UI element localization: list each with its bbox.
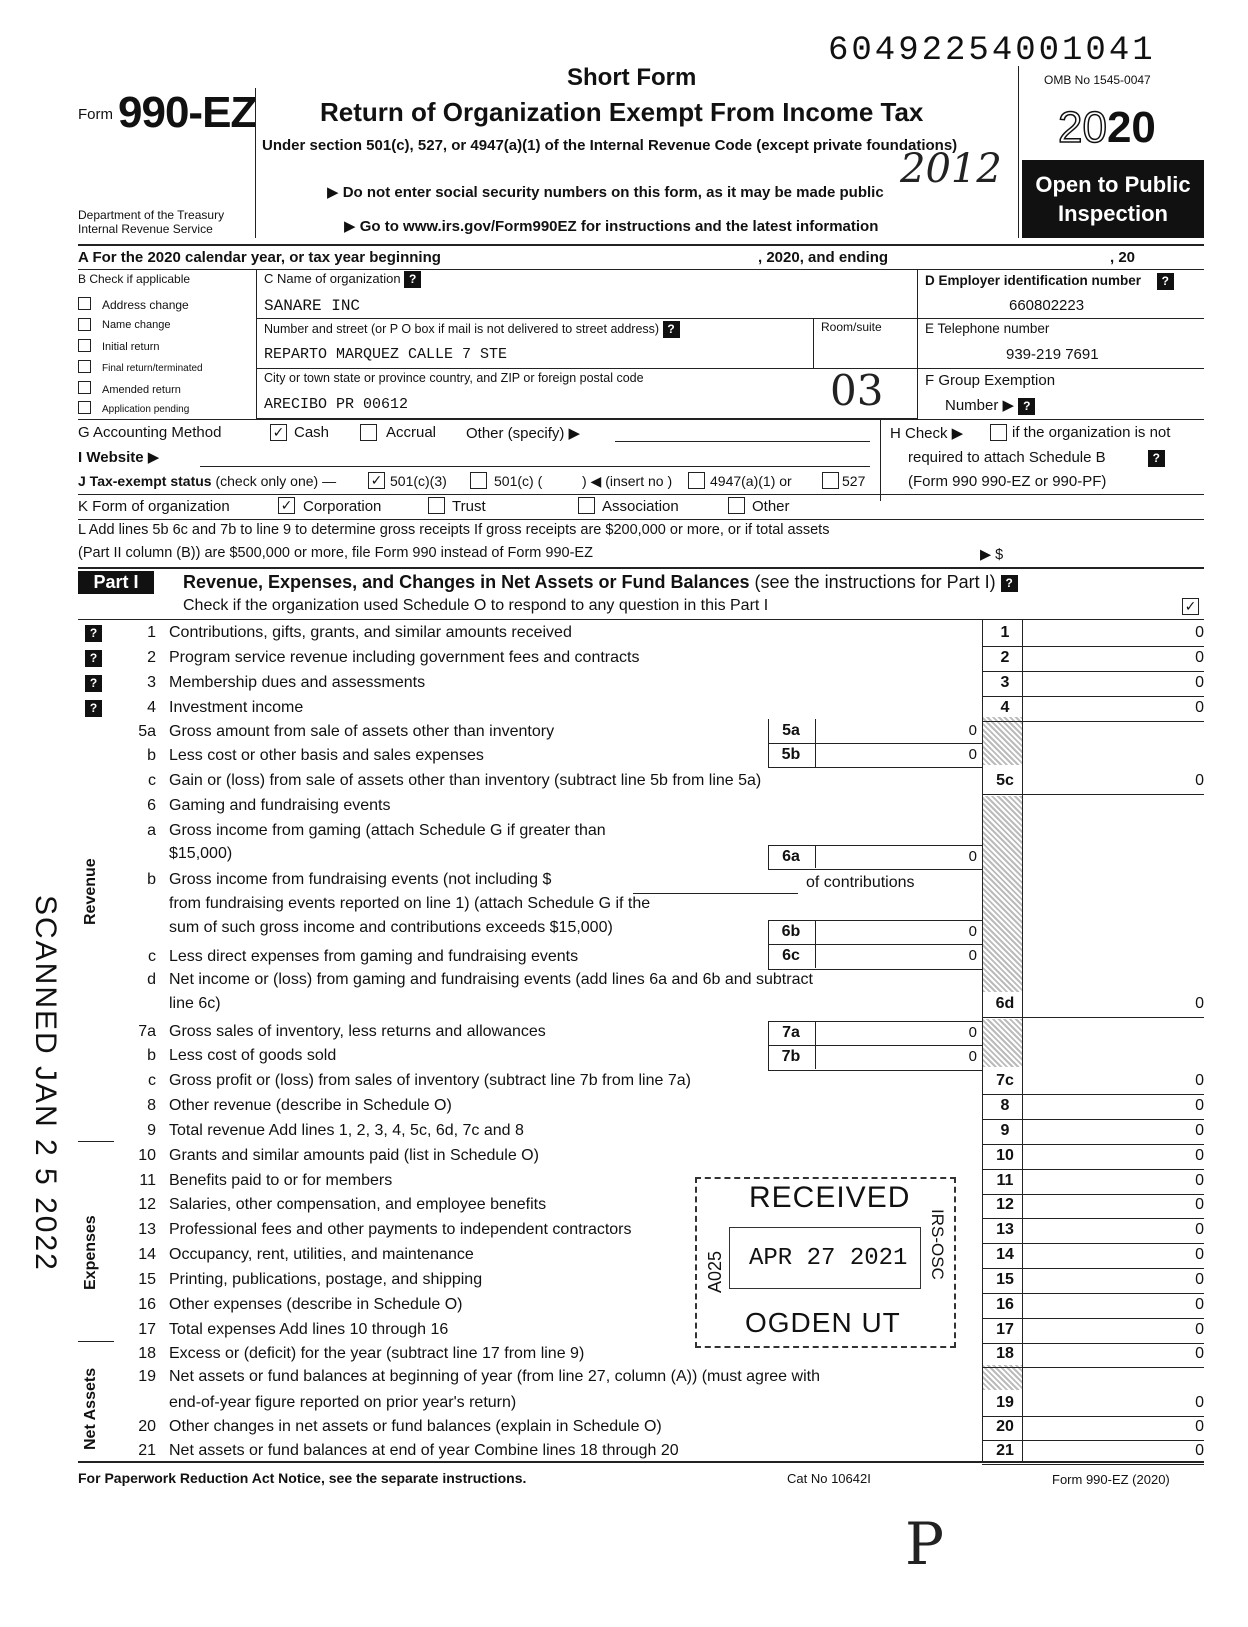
address-change-checkbox[interactable] <box>78 297 91 310</box>
line-number: 7a <box>138 1023 156 1040</box>
line-description: Other revenue (describe in Schedule O) <box>169 1097 452 1114</box>
line-amount[interactable]: 0 <box>1195 1147 1204 1164</box>
line-amount[interactable]: 0 <box>1195 995 1204 1012</box>
phone-value: 939-219 7691 <box>1006 346 1099 363</box>
line-box-label: 3 <box>1000 674 1010 691</box>
cash-label: Cash <box>294 424 330 441</box>
line-description: Net income or (loss) from gaming and fundraising events (add lines 6a and 6b and subtract <box>169 971 813 988</box>
phone-label: E Telephone number <box>925 321 1050 336</box>
line-number: 12 <box>138 1196 156 1213</box>
line-6c-label: 6c <box>782 947 800 964</box>
line-description: Total expenses Add lines 10 through 16 <box>169 1321 449 1338</box>
line-5a-label: 5a <box>782 722 800 739</box>
line-description: Gaming and fundraising events <box>169 797 391 814</box>
line-l-2: (Part II column (B)) are $500,000 or more, file Form 990 instead of Form 990-EZ <box>78 545 593 561</box>
part-i-line <box>0 1145 1248 1169</box>
street-label: Number and street (or P O box if mail is not delivered to street address) ? <box>264 321 680 338</box>
line-description: Gain or (loss) from sale of assets other than inventory (subtract line 5b from line 5a) <box>169 772 762 789</box>
stamp-received: RECEIVED <box>749 1181 911 1214</box>
part-i-line <box>0 1244 1248 1268</box>
group-exemption-label: F Group Exemption <box>925 372 1056 389</box>
line-number: b <box>147 871 156 888</box>
line-description: sum of such gross income and contributions exceeds $15,000) <box>169 919 613 936</box>
part-i-line <box>0 1045 1248 1069</box>
line-description: Other expenses (describe in Schedule O) <box>169 1296 463 1313</box>
name-change-label: Name change <box>102 319 171 331</box>
501c3-checkbox[interactable]: ✓ <box>368 472 385 489</box>
part-i-line <box>0 1194 1248 1218</box>
line-amount[interactable]: 0 <box>1195 1097 1204 1114</box>
line-amount[interactable]: 0 <box>1195 1394 1204 1411</box>
final-return-checkbox[interactable] <box>78 360 91 373</box>
street-value: REPARTO MARQUEZ CALLE 7 STE <box>264 346 508 363</box>
ssn-note: ▶ Do not enter social security numbers on this form, as it may be made public <box>327 184 884 201</box>
line-description: Membership dues and assessments <box>169 674 426 691</box>
other-method-label: Other (specify) ▶ <box>466 425 581 442</box>
line-description: Gross amount from sale of assets other than inventory <box>169 723 555 740</box>
line-number: 15 <box>138 1271 156 1288</box>
line-amount[interactable]: 0 <box>1195 624 1204 641</box>
line-box-label: 19 <box>996 1394 1014 1411</box>
line-number: 16 <box>138 1296 156 1313</box>
tax-status-label: J Tax-exempt status (check only one) — <box>78 473 337 489</box>
scanned-stamp: SCANNED JAN 2 5 2022 <box>29 895 62 1272</box>
room-suite-label: Room/suite <box>821 320 882 334</box>
schedule-o-note: Check if the organization used Schedule O to respond to any question in this Part I <box>183 597 769 614</box>
line-6b-label: 6b <box>781 923 801 940</box>
contributions-field[interactable] <box>633 892 798 894</box>
schedule-b-checkbox[interactable] <box>990 424 1007 441</box>
line-a-end: , 20 <box>1110 249 1136 266</box>
line-box-label: 11 <box>996 1172 1014 1189</box>
line-number: b <box>147 747 156 764</box>
address-change-label: Address change <box>102 298 189 312</box>
line-description: Net assets or fund balances at beginning of year (from line 27, column (A)) (must agree with <box>169 1368 820 1385</box>
corporation-checkbox[interactable]: ✓ <box>278 497 295 514</box>
line-number: d <box>147 971 156 988</box>
line-box-label: 18 <box>996 1345 1014 1362</box>
part-i-line <box>0 1120 1248 1144</box>
help-icon[interactable]: ? <box>1148 450 1165 467</box>
trust-label: Trust <box>452 498 486 515</box>
line-amount[interactable]: 0 <box>1195 1296 1204 1313</box>
line-number: c <box>148 948 156 965</box>
line-description: Gross income from fundraising events (not including $ <box>169 871 552 888</box>
line-box-label: 17 <box>996 1321 1014 1338</box>
code-note: 03 <box>830 366 884 415</box>
part-i-tag: Part I <box>78 571 154 594</box>
other-org-checkbox[interactable] <box>728 497 745 514</box>
form-title: Return of Organization Exempt From Income Tax <box>320 97 924 127</box>
help-icon[interactable]: ? <box>404 271 421 288</box>
line-description: Salaries, other compensation, and employee benefits <box>169 1196 547 1213</box>
part-i-line <box>0 770 1248 794</box>
line-a: A For the 2020 calendar year, or tax year beginning <box>78 249 441 266</box>
part-i-line <box>0 1392 1248 1416</box>
open-to-public: Open to Public Inspection <box>1022 160 1204 238</box>
line-number: 3 <box>147 674 156 691</box>
initial-return-checkbox[interactable] <box>78 339 91 352</box>
line-number: 19 <box>138 1368 156 1385</box>
help-icon[interactable]: ? <box>1018 398 1035 415</box>
ein-label: D Employer identification number ? <box>925 273 1174 290</box>
line-description: Program service revenue including government fees and contracts <box>169 649 640 666</box>
form-number: 990-EZ <box>118 88 257 137</box>
line-number: 9 <box>147 1122 156 1139</box>
line-box-label: 13 <box>996 1221 1014 1238</box>
line-description: Occupancy, rent, utilities, and maintenance <box>169 1246 474 1263</box>
line-7b-label: 7b <box>781 1048 801 1065</box>
cash-checkbox[interactable]: ✓ <box>270 424 287 441</box>
line-number: 11 <box>139 1172 156 1189</box>
line-description: $15,000) <box>169 845 233 862</box>
line-amount[interactable]: 0 <box>1195 674 1204 691</box>
form-footer: Form 990-EZ (2020) <box>1052 1472 1170 1487</box>
org-name-value: SANARE INC <box>264 297 361 315</box>
irs-name: Internal Revenue Service <box>78 222 213 236</box>
stamp-date: APR 27 2021 <box>749 1245 908 1272</box>
part-i-line <box>0 869 1248 893</box>
line-description: Investment income <box>169 699 304 716</box>
line-box-label: 5c <box>996 772 1014 789</box>
help-icon[interactable]: ? <box>85 700 102 717</box>
line-box-label: 20 <box>996 1418 1014 1435</box>
final-return-label: Final return/terminated <box>102 363 203 374</box>
received-stamp <box>695 1177 956 1348</box>
line-description: Less direct expenses from gaming and fundraising events <box>169 948 579 965</box>
initial-return-label: Initial return <box>102 341 160 353</box>
line-number: 1 <box>147 624 156 641</box>
line-number: 4 <box>147 699 156 716</box>
other-org-label: Other <box>752 498 790 515</box>
line-amount[interactable]: 0 <box>1195 649 1204 666</box>
line-amount[interactable]: 0 <box>1195 1196 1204 1213</box>
part-i-line <box>0 622 1248 646</box>
part-i-line <box>0 1294 1248 1318</box>
line-description: Net assets or fund balances at end of year Combine lines 18 through 20 <box>169 1442 679 1459</box>
line-description: Contributions, gifts, grants, and similar amounts received <box>169 624 572 641</box>
line-number: b <box>147 1047 156 1064</box>
part-i-line <box>0 1070 1248 1094</box>
line-number: 8 <box>147 1097 156 1114</box>
line-description: end-of-year figure reported on prior year's return) <box>169 1394 517 1411</box>
of-contributions: of contributions <box>806 874 915 891</box>
part-i-line <box>0 1170 1248 1194</box>
line-5b-amount[interactable]: 0 <box>968 746 977 763</box>
tax-year: 2020 <box>1058 103 1156 152</box>
part-i-line <box>0 843 1248 867</box>
short-form-label: Short Form <box>567 64 697 91</box>
line-amount[interactable]: 0 <box>1195 699 1204 716</box>
help-icon[interactable]: ? <box>85 625 102 642</box>
line-number: 17 <box>138 1321 156 1338</box>
line-description: Less cost of goods sold <box>169 1047 337 1064</box>
line-description: Other changes in net assets or fund balances (explain in Schedule O) <box>169 1418 662 1435</box>
line-amount[interactable]: 0 <box>1195 772 1204 789</box>
line-description: Professional fees and other payments to independent contractors <box>169 1221 632 1238</box>
line-6a-label: 6a <box>782 848 800 865</box>
line-number: 13 <box>138 1221 156 1238</box>
check-h-line3: (Form 990 990-EZ or 990-PF) <box>908 473 1107 490</box>
line-box-label: 2 <box>1000 649 1010 666</box>
group-number-label: Number ▶ ? <box>945 396 1035 415</box>
line-description: Gross sales of inventory, less returns and allowances <box>169 1023 546 1040</box>
corporation-label: Corporation <box>303 498 382 515</box>
501c-label: 501(c) ( <box>494 473 543 489</box>
net-assets-side-label: Net Assets <box>82 1367 99 1450</box>
part-i-line <box>0 1343 1248 1367</box>
ein-value: 660802223 <box>1009 297 1085 314</box>
org-name-label: C Name of organization ? <box>264 271 421 288</box>
line-number: 5a <box>138 723 156 740</box>
other-method-line[interactable] <box>615 441 870 442</box>
line-description: Grants and similar amounts paid (list in Schedule O) <box>169 1147 539 1164</box>
org-form-label: K Form of organization <box>78 498 230 515</box>
revenue-side-label: Revenue <box>82 858 99 925</box>
year-note: 2012 <box>900 146 1002 192</box>
help-icon[interactable]: ? <box>1001 575 1018 592</box>
part-i-line <box>0 697 1248 721</box>
line-number: a <box>147 822 156 839</box>
paperwork-notice: For Paperwork Reduction Act Notice, see the separate instructions. <box>78 1470 527 1486</box>
line-6b-amount[interactable]: 0 <box>968 923 977 940</box>
initial-mark: P <box>905 1510 945 1578</box>
line-number: c <box>148 772 156 789</box>
line-box-label: 7c <box>996 1072 1014 1089</box>
line-description: Gross profit or (loss) from sales of inventory (subtract line 7b from line 7a) <box>169 1072 691 1089</box>
website-field[interactable] <box>200 466 870 467</box>
part-i-line <box>0 917 1248 941</box>
line-l-1: L Add lines 5b 6c and 7b to line 9 to determine gross receipts If gross receipts are $200,000 or more, or if total assets <box>78 522 830 538</box>
line-amount[interactable]: 0 <box>1195 1221 1204 1238</box>
line-l-arrow: ▶ $ <box>980 547 1004 563</box>
form-subtitle: Under section 501(c), 527, or 4947(a)(1) of the Internal Revenue Code (except private foundations) <box>262 137 958 154</box>
part-i-line <box>0 993 1248 1017</box>
line-number: 14 <box>138 1246 156 1263</box>
line-amount[interactable]: 0 <box>1195 1345 1204 1362</box>
accrual-label: Accrual <box>386 424 437 441</box>
line-number: 10 <box>138 1147 156 1164</box>
part-i-line <box>0 969 1248 993</box>
part-i-line <box>0 820 1248 844</box>
line-6a-amount[interactable]: 0 <box>968 848 977 865</box>
501c-checkbox[interactable] <box>470 472 487 489</box>
line-box-label: 21 <box>996 1442 1014 1459</box>
dept-treasury: Department of the Treasury <box>78 208 225 222</box>
part-i-line <box>0 795 1248 819</box>
row-divider <box>982 1464 1204 1465</box>
part-i-line <box>0 1021 1248 1045</box>
schedule-o-checkbox[interactable]: ✓ <box>1182 598 1199 615</box>
line-box-label: 14 <box>996 1246 1014 1263</box>
part-i-line <box>0 1319 1248 1343</box>
part-i-line <box>0 1440 1248 1464</box>
line-box-label: 1 <box>1000 624 1010 641</box>
line-amount[interactable]: 0 <box>1195 1321 1204 1338</box>
line-description: Excess or (deficit) for the year (subtract line 17 from line 9) <box>169 1345 585 1362</box>
line-description: Total revenue Add lines 1, 2, 3, 4, 5c, 6d, 7c and 8 <box>169 1122 524 1139</box>
association-checkbox[interactable] <box>578 497 595 514</box>
check-h-line2: required to attach Schedule B ? <box>908 449 1165 467</box>
line-description: from fundraising events reported on line 1) (attach Schedule G if the <box>169 895 651 912</box>
accounting-method-label: G Accounting Method <box>78 424 222 441</box>
line-number: 18 <box>138 1345 156 1362</box>
line-box-label: 10 <box>996 1147 1014 1164</box>
line-number: c <box>148 1072 156 1089</box>
line-number: 2 <box>147 649 156 666</box>
line-7a-amount[interactable]: 0 <box>968 1024 977 1041</box>
stamp-right-code: IRS-OSC <box>928 1209 947 1280</box>
check-h-text: if the organization is not <box>1012 424 1171 441</box>
amended-return-label: Amended return <box>102 384 181 396</box>
501c3-label: 501(c)(3) <box>390 473 447 489</box>
line-description: Gross income from gaming (attach Schedule G if greater than <box>169 822 606 839</box>
line-a-mid: , 2020, and ending <box>758 249 889 266</box>
application-pending-checkbox[interactable] <box>78 401 91 414</box>
line-description: line 6c) <box>169 995 221 1012</box>
line-description: Printing, publications, postage, and shipping <box>169 1271 483 1288</box>
website-label: I Website ▶ <box>78 449 160 466</box>
line-box-label: 15 <box>996 1271 1014 1288</box>
part-i-line <box>0 1269 1248 1293</box>
application-pending-label: Application pending <box>102 404 190 415</box>
check-h-label: H Check ▶ <box>890 425 964 442</box>
expenses-side-label: Expenses <box>82 1215 99 1290</box>
line-amount[interactable]: 0 <box>1195 1246 1204 1263</box>
part-i-line <box>0 893 1248 917</box>
line-box-label: 9 <box>1000 1122 1010 1139</box>
line-7a-label: 7a <box>782 1024 800 1041</box>
city-label: City or town state or province country, and ZIP or foreign postal code <box>264 371 644 385</box>
part-i-line <box>0 1095 1248 1119</box>
name-change-checkbox[interactable] <box>78 318 91 331</box>
line-amount[interactable]: 0 <box>1195 1271 1204 1288</box>
line-number: 6 <box>147 797 156 814</box>
line-description: Benefits paid to or for members <box>169 1172 393 1189</box>
part-i-line <box>0 721 1248 745</box>
527-label: 527 <box>842 473 866 489</box>
line-6c-amount[interactable]: 0 <box>968 947 977 964</box>
city-value: ARECIBO PR 00612 <box>264 396 409 413</box>
insert-no-label: ) ◀ (insert no ) <box>582 473 673 489</box>
line-amount[interactable]: 0 <box>1195 1172 1204 1189</box>
omb-number: OMB No 1545-0047 <box>1044 73 1151 87</box>
part-i-line <box>0 1219 1248 1243</box>
527-checkbox[interactable] <box>822 472 839 489</box>
4947-checkbox[interactable] <box>688 472 705 489</box>
line-amount[interactable]: 0 <box>1195 1122 1204 1139</box>
goto-note: ▶ Go to www.irs.gov/Form990EZ for instructions and the latest information <box>344 218 879 235</box>
dln-number: 60492254001041 <box>828 32 1156 70</box>
4947-label: 4947(a)(1) or <box>710 473 792 489</box>
part-i-title: Revenue, Expenses, and Changes in Net Assets or Fund Balances (see the instructions for Part I) ? <box>183 572 1018 593</box>
line-box-label: 12 <box>996 1196 1014 1213</box>
amended-return-checkbox[interactable] <box>78 381 91 394</box>
part-i-line <box>0 672 1248 696</box>
line-5a-amount[interactable]: 0 <box>968 722 977 739</box>
part-i-line <box>0 1366 1248 1390</box>
line-7b-amount[interactable]: 0 <box>968 1048 977 1065</box>
help-icon[interactable]: ? <box>1157 273 1174 290</box>
line-5b-label: 5b <box>781 746 801 763</box>
form-label: Form <box>78 106 113 123</box>
part-i-line <box>0 647 1248 671</box>
help-icon[interactable]: ? <box>663 321 680 338</box>
line-description: Less cost or other basis and sales expenses <box>169 747 484 764</box>
line-amount[interactable]: 0 <box>1195 1418 1204 1435</box>
line-box-label: 6d <box>995 995 1015 1012</box>
line-number: 20 <box>138 1418 156 1435</box>
accrual-checkbox[interactable] <box>360 424 377 441</box>
help-icon[interactable]: ? <box>85 675 102 692</box>
association-label: Association <box>602 498 679 515</box>
help-icon[interactable]: ? <box>85 650 102 667</box>
row-divider <box>982 1017 1204 1018</box>
part-i-line <box>0 946 1248 970</box>
line-amount[interactable]: 0 <box>1195 1072 1204 1089</box>
section-b-label: B Check if applicable <box>78 272 191 286</box>
line-number: 21 <box>138 1442 156 1459</box>
stamp-left-code: A025 <box>705 1250 725 1293</box>
part-i-line <box>0 745 1248 769</box>
cat-number: Cat No 10642I <box>787 1471 871 1486</box>
trust-checkbox[interactable] <box>428 497 445 514</box>
line-amount[interactable]: 0 <box>1195 1442 1204 1459</box>
line-box-label: 16 <box>996 1296 1014 1313</box>
line-box-label: 8 <box>1000 1097 1010 1114</box>
stamp-city: OGDEN UT <box>745 1307 901 1338</box>
line-box-label: 4 <box>1000 699 1010 716</box>
part-i-line <box>0 1416 1248 1440</box>
